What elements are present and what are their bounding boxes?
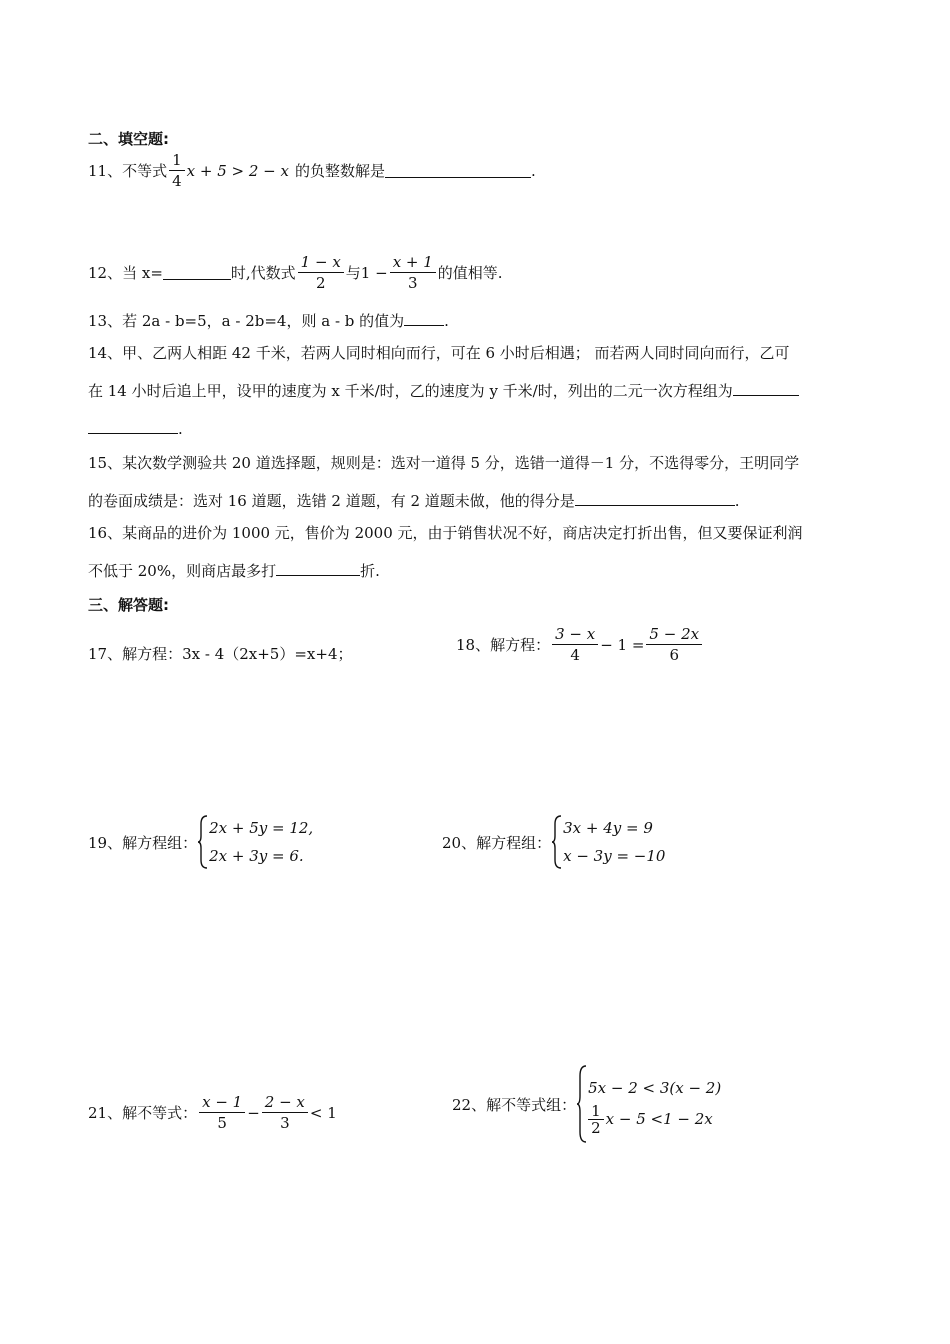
q22-prefix: 22、解不等式组：	[452, 1095, 577, 1114]
question-14-line-3	[88, 414, 183, 444]
q18-prefix: 18、解方程：	[456, 636, 551, 654]
q14-answer-blank-b[interactable]	[88, 419, 178, 434]
question-12	[88, 252, 503, 293]
q11-prefix: 11、不等式	[88, 162, 168, 180]
q16-line-2-text: 不低于 20%，则商店最多打	[88, 562, 277, 580]
question-19	[88, 814, 313, 870]
q15-line-2-text: 的卷面成绩是：选对 16 道题，选错 2 道题，有 2 道题未做，他的得分是	[88, 492, 575, 510]
q18-f1-den: 4	[570, 646, 580, 664]
q21-minus: −	[247, 1103, 260, 1122]
q12-mid2: 与	[345, 264, 361, 282]
q22-fraction	[588, 1103, 604, 1136]
q18-fraction-2	[646, 624, 702, 665]
left-brace-icon	[576, 1064, 588, 1144]
q12-prefix: 12、当 x=	[88, 264, 163, 282]
section-heading-fill: 二、填空题:	[88, 130, 169, 148]
question-16-line-2	[88, 556, 380, 586]
q21-f1-num: x − 1	[199, 1092, 245, 1113]
q11-expression: x + 5 > 2 − x	[186, 161, 289, 180]
q11-answer-blank[interactable]	[385, 163, 531, 178]
question-11	[88, 150, 536, 191]
section-heading-solve: 三、解答题:	[88, 596, 169, 614]
q13-end: .	[444, 312, 449, 330]
q21-fraction-1	[199, 1092, 245, 1133]
q21-tail: < 1	[309, 1103, 337, 1122]
q13-text: 13、若 2a - b=5，a - 2b=4，则 a - b 的值为	[88, 312, 405, 330]
question-18	[456, 624, 704, 665]
question-17: 17、解方程：3x - 4（2x+5）=x+4；	[88, 645, 353, 663]
q21-f2-num: 2 − x	[262, 1092, 308, 1113]
q19-equation-1: 2x + 5y = 12,	[209, 819, 314, 837]
q12-f2-den: 3	[407, 274, 418, 292]
q20-prefix: 20、解方程组：	[442, 833, 552, 852]
q15-answer-blank[interactable]	[575, 491, 735, 506]
q12-one-minus: 1 −	[360, 263, 388, 282]
q21-prefix: 21、解不等式：	[88, 1104, 198, 1122]
q18-f2-num: 5 − 2x	[646, 624, 702, 645]
q22-inequality-1: 5x − 2 < 3(x − 2)	[588, 1078, 722, 1097]
q16-answer-blank[interactable]	[276, 561, 360, 576]
q16-end: 折.	[360, 562, 380, 580]
q20-system	[563, 814, 665, 870]
q22-inequality-2	[588, 1103, 721, 1136]
q21-f1-den: 5	[217, 1114, 227, 1132]
q12-f1-den: 2	[315, 274, 326, 292]
q20-equation-2: x − 3y = −10	[563, 847, 666, 865]
q12-f1-num: 1 − x	[298, 252, 344, 273]
question-16-line-1: 16、某商品的进价为 1000 元，售价为 2000 元，由于销售状况不好，商店决定打折出售，但又要保证利润	[88, 524, 803, 542]
q14-end: .	[178, 420, 183, 438]
q22-f-num: 1	[588, 1103, 604, 1120]
question-15-line-1: 15、某次数学测验共 20 道选择题，规则是：选对一道得 5 分，选错一道得－1 分，不选得零分，王明同学	[88, 454, 800, 472]
question-15-line-2	[88, 486, 740, 516]
q11-suffix: 的负整数解是	[294, 162, 385, 180]
q12-fraction-2	[390, 252, 436, 293]
left-brace-icon	[551, 814, 563, 870]
q11-fraction	[169, 150, 185, 191]
q12-fraction-1	[298, 252, 344, 293]
q18-f1-num: 3 − x	[552, 624, 598, 645]
q18-middle: − 1 =	[600, 635, 645, 654]
q13-answer-blank[interactable]	[404, 311, 444, 326]
q21-fraction-2	[262, 1092, 308, 1133]
q15-end: .	[734, 492, 740, 510]
question-20	[442, 814, 665, 870]
q20-equation-1: 3x + 4y = 9	[563, 819, 653, 837]
question-14-line-1: 14、甲、乙两人相距 42 千米，若两人同时相向而行，可在 6 小时后相遇； 而若两人同时同向而行，乙可	[88, 344, 790, 362]
q12-suffix: 的值相等.	[437, 264, 503, 282]
left-brace-icon	[197, 814, 209, 870]
q12-mid1: 时,代数式	[230, 264, 296, 282]
q11-frac-den: 4	[172, 172, 182, 190]
q21-f2-den: 3	[280, 1114, 290, 1132]
q22-system	[588, 1073, 721, 1136]
q22-inequality-2-tail: x − 5 <1 − 2x	[605, 1110, 713, 1128]
q19-prefix: 19、解方程组：	[88, 833, 198, 852]
q19-equation-2: 2x + 3y = 6.	[209, 847, 304, 865]
question-13	[88, 306, 449, 336]
q22-f-den: 2	[591, 1118, 601, 1137]
q19-system	[209, 814, 313, 870]
question-22	[452, 1064, 721, 1144]
q12-f2-num: x + 1	[390, 252, 436, 273]
q14-line-2-text: 在 14 小时后追上甲，设甲的速度为 x 千米/时，乙的速度为 y 千米/时，列出的二元一次方程组为	[88, 382, 733, 400]
q11-end: .	[530, 161, 536, 180]
q18-f2-den: 6	[669, 646, 680, 664]
q18-fraction-1	[552, 624, 598, 665]
q11-frac-num: 1	[169, 150, 185, 171]
q12-answer-blank[interactable]	[163, 265, 231, 280]
question-14-line-2	[88, 376, 799, 406]
q14-answer-blank-a[interactable]	[733, 381, 799, 396]
question-21	[88, 1092, 337, 1133]
